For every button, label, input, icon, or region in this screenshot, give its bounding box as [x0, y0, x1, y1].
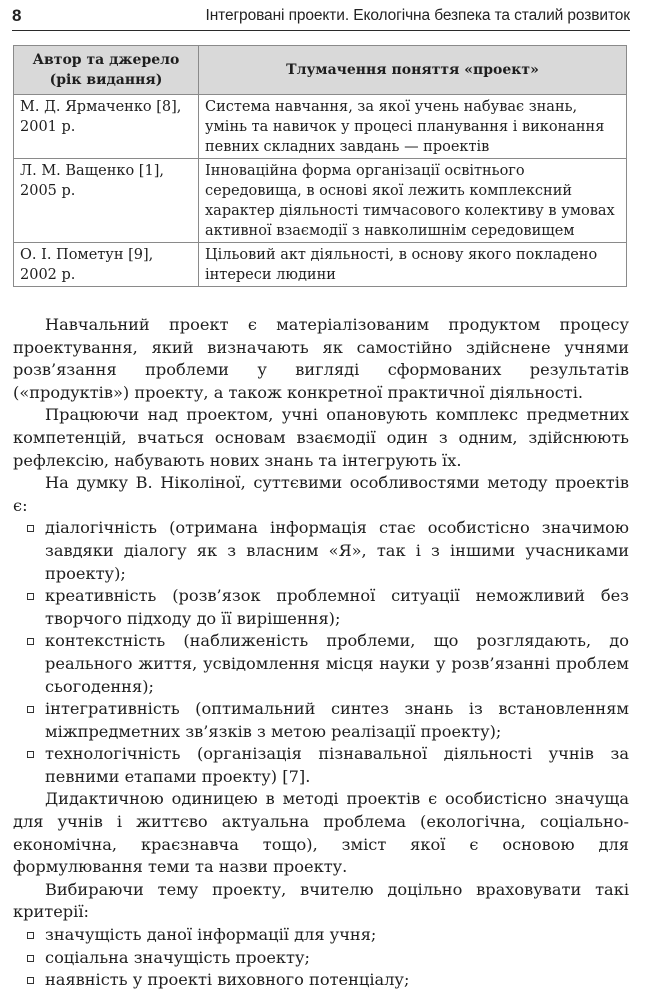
features-list: [13, 517, 629, 788]
square-bullet-icon: [27, 638, 34, 645]
square-bullet-icon: [27, 955, 34, 962]
page-number: 8: [12, 6, 22, 25]
table-row: [14, 243, 627, 287]
paragraph: Дидактичною одиницею в методі проектів є особистісно значуща для учнів і життєво актуальна проблема (екологічна, соціально-економічна, краєзнавча тощо), зміст якої є основою для формулювання теми та назви проекту.: [13, 789, 629, 877]
square-bullet-icon: [27, 977, 34, 984]
square-bullet-icon: [27, 525, 34, 532]
definition-cell: Система навчання, за якої учень набуває знань, умінь та навичок у процесі планування і виконання певних складних завдань — проектів: [199, 95, 627, 159]
table-row: [14, 159, 627, 243]
list-item: діалогічність (отримана інформація стає особистісно значимою завдяки діалогу як з власним «Я», так і з іншими учасниками проекту);: [45, 517, 629, 585]
list-item: креативність (розв’язок проблемної ситуації неможливий без творчого підходу до її вирішення);: [45, 585, 629, 630]
paragraph: На думку В. Ніколіної, суттєвими особливостями методу проектів є:: [13, 473, 629, 515]
list-item: наявність у проекті виховного потенціалу;: [45, 969, 629, 992]
list-item: технологічність (організація пізнавальної діяльності учнів за певними етапами проекту) [7].: [45, 743, 629, 788]
running-title: Інтегровані проекти. Екологічна безпека та сталий розвиток: [205, 7, 630, 24]
body-text: [13, 314, 629, 992]
paragraph: Працюючи над проектом, учні опановують комплекс предметних компетенцій, вчаться основам взаємодії один з одним, здійснюють рефлексію, набувають нових знань та інтегрують їх.: [13, 405, 629, 470]
square-bullet-icon: [27, 751, 34, 758]
paragraph: Навчальний проект є матеріалізованим продуктом процесу проектування, який визначають як самостійно здійснене учнями розв’язання проблеми у вигляді сформованих результатів («продуктів») проекту, а також конкретної практичної діяльності.: [13, 315, 629, 402]
author-cell: О. І. Пометун [9], 2002 р.: [14, 243, 199, 287]
paragraph: Вибираючи тему проекту, вчителю доцільно враховувати такі критерії:: [13, 879, 629, 922]
author-cell: Л. М. Ващенко [1], 2005 р.: [14, 159, 199, 243]
column-header-author: Автор та джерело (рік видання): [14, 46, 199, 95]
table-row: [14, 95, 627, 159]
definition-cell: Інноваційна форма організації освітнього середовища, в основі якої лежить комплексний характер діяльності тимчасового колективу в умовах активної взаємодії з навколишнім середовищем: [199, 159, 627, 243]
square-bullet-icon: [27, 706, 34, 713]
list-item: соціальна значущість проекту;: [45, 947, 629, 970]
list-item: контекстність (наближеність проблеми, що розглядають, до реального життя, усвідомлення місця науки у розв’язанні проблем сьогодення);: [45, 630, 629, 698]
page-header: [12, 6, 630, 31]
definition-cell: Цільовий акт діяльності, в основу якого покладено інтереси людини: [199, 243, 627, 287]
author-cell: М. Д. Ярмаченко [8], 2001 р.: [14, 95, 199, 159]
square-bullet-icon: [27, 593, 34, 600]
definitions-table: [13, 45, 627, 287]
list-item: значущість даної інформації для учня;: [45, 924, 629, 947]
column-header-definition: Тлумачення поняття «проект»: [199, 46, 627, 95]
table-header-row: [14, 46, 627, 95]
square-bullet-icon: [27, 932, 34, 939]
list-item: інтегративність (оптимальний синтез знань із встановленням міжпредметних зв’язків з метою реалізації проекту);: [45, 698, 629, 743]
criteria-list: [13, 924, 629, 992]
